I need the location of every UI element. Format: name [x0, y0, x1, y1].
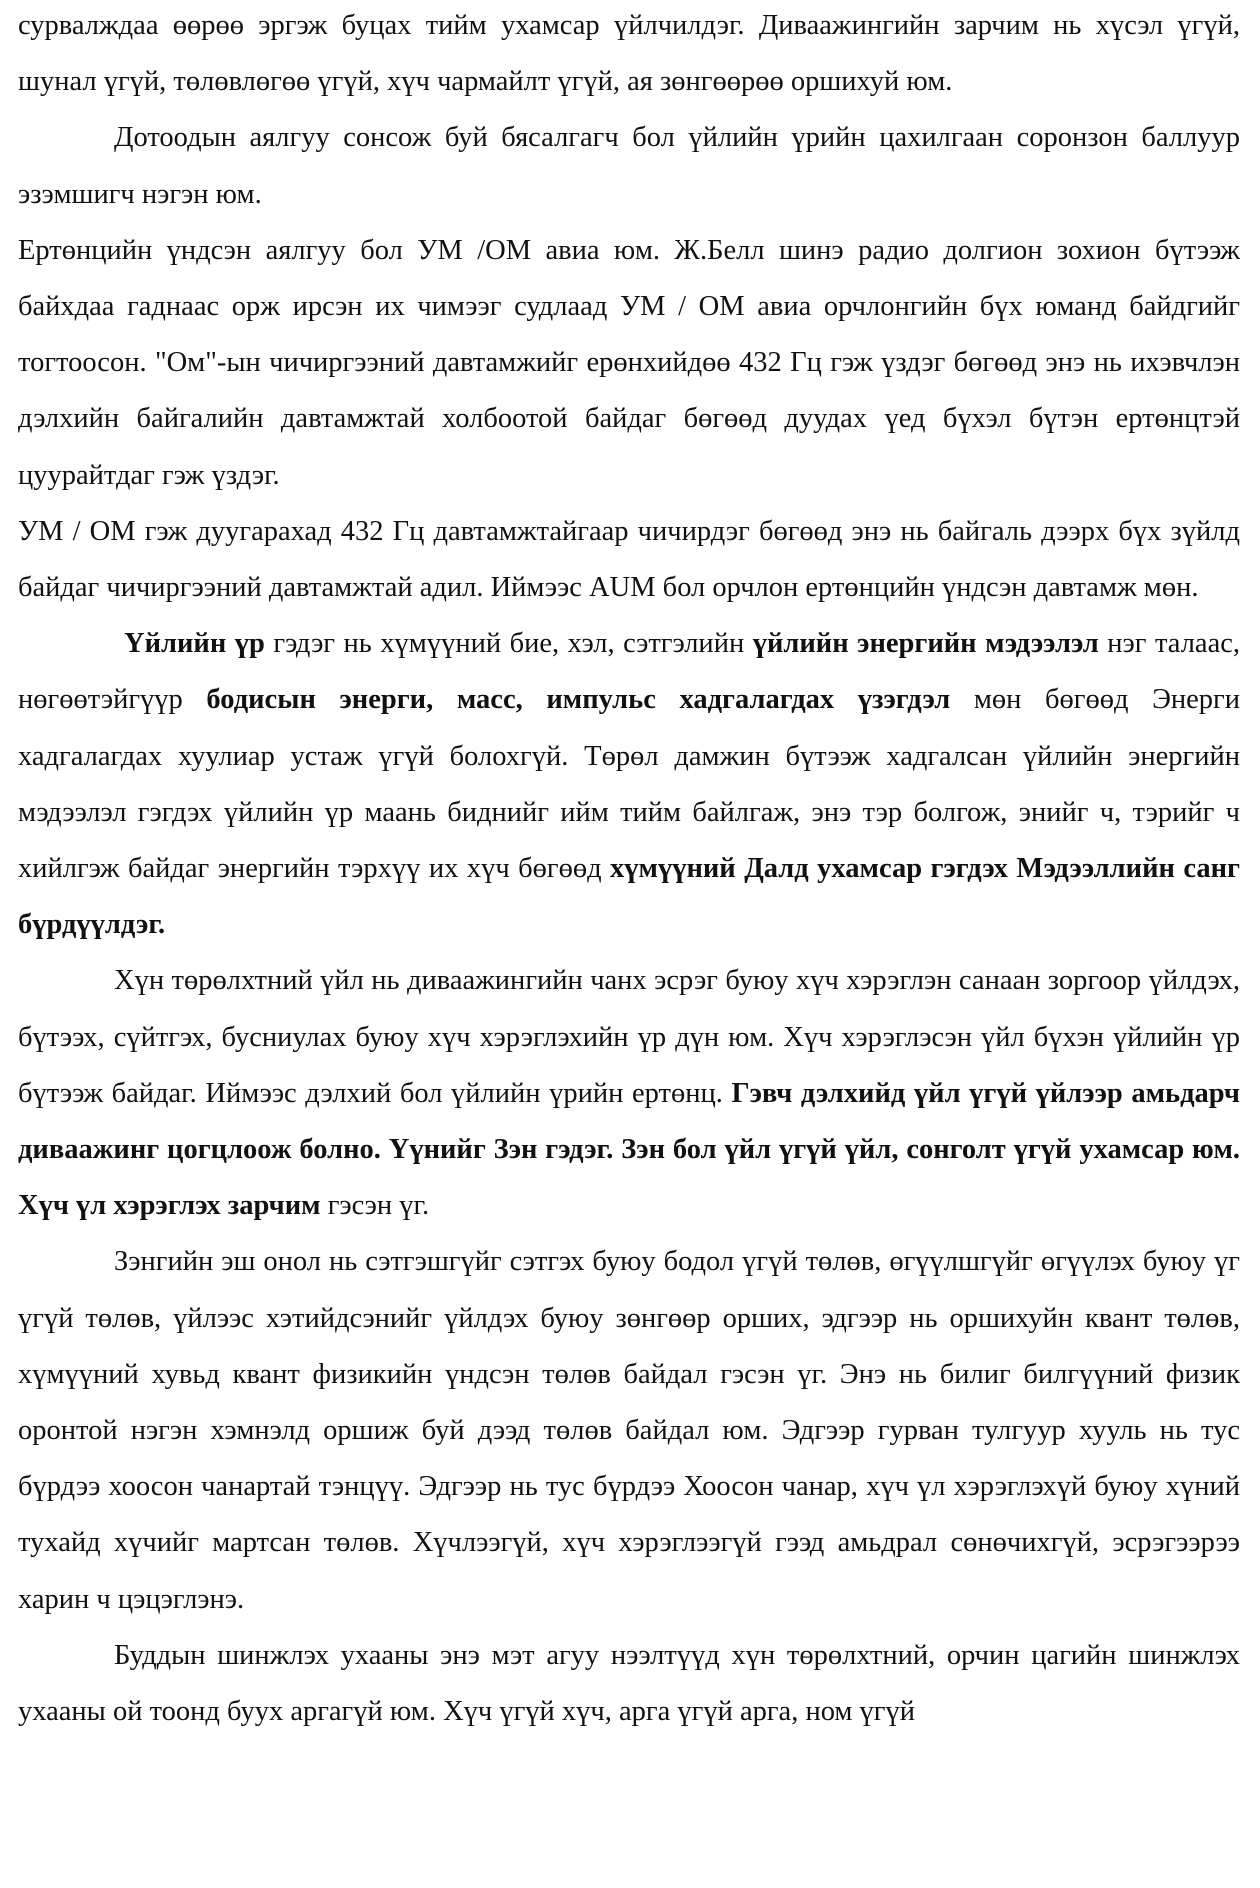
paragraph-3 — [18, 223, 1240, 504]
paragraph-6 — [18, 953, 1240, 1234]
bold-text-run: хүмүүний Далд ухамсар гэгдэх Мэдээллийн санг бүрдүүлдэг. — [18, 853, 1240, 941]
text-run: мөн бөгөөд Энерги хадгалагдах хуулиар устаж үгүй болохгүй. Төрөл дамжин бүтээж хадгалсан үйлийн энергийн мэдээлэл гэгдэх үйлийн үр маань биднийг ийм тийм байлгаж, энэ тэр болгож, энийг ч, тэрийг ч хийлгэж байдаг энергийн тэрхүү их хүч бөгөөд — [18, 684, 1240, 885]
paragraph-5 — [18, 616, 1240, 953]
text-run: Зэнгийн эш онол нь сэтгэшгүйг сэтгэх буюу бодол үгүй төлөв, өгүүлшгүйг өгүүлэх буюу үг үгүй төлөв, үйлээс хэтийдсэнийг үйлдэх буюу зөнгөөр оршиx, эдгээр нь оршихуйн квант төлөв, хүмүүний хувьд квант физикийн үндсэн төлөв байдал гэсэн үг. Энэ нь билиг билгүүний физик оронтой нэгэн хэмнэлд оршиж буй дээд төлөв байдал юм. Эдгээр гурван тулгуур хууль нь тус бүрдээ хоосон чанартай тэнцүү. Эдгээр нь тус бүрдээ Хоосон чанар, хүч үл хэрэглэхүй буюу хүний тухайд хүчийг мартсан төлөв. Хүчлээгүй, хүч хэрэглээгүй гээд амьдрал сөнөчихгүй, эсрэгээрээ харин ч цэцэглэнэ. — [18, 1246, 1240, 1615]
paragraph-4 — [18, 504, 1240, 616]
text-run: нэг талаас, нөгөөтэйгүүр — [18, 628, 1240, 716]
bold-text-run: үйлийн энергийн мэдээлэл — [752, 628, 1099, 660]
text-run: гэдэг нь хүмүүний бие, хэл, сэтгэлийн — [264, 628, 753, 660]
paragraph-1 — [18, 0, 1240, 110]
bold-text-run: Үйлийн үр — [124, 628, 265, 660]
paragraph-7 — [18, 1234, 1240, 1627]
text-run: гэсэн үг. — [320, 1190, 430, 1222]
text-run: Ертөнцийн үндсэн аялгуу бол УМ /ОМ авиа юм. Ж.Белл шинэ радио долгион зохион бүтээж байхдаа гаднаас орж ирсэн их чимээг судлаад УМ / ОМ авиа орчлонгийн бүх юманд байдгийг тогтоосон. "Ом"-ын чичиргээний давтамжийг ерөнхийдөө 432 Гц гэж үздэг бөгөөд энэ нь ихэвчлэн дэлхийн байгалийн давтамжтай холбоотой байдаг бөгөөд дуудах үед бүхэл бүтэн ертөнцтэй цуурайтдаг гэж үздэг. — [18, 234, 1240, 491]
text-run: сурвалждаа өөрөө эргэж буцах тийм ухамсар үйлчилдэг. Диваажингийн зарчим нь хүсэл үгүй, шунал үгүй, төлөвлөгөө үгүй, хүч чармайлт үгүй, ая зөнгөөрөө оршихуй юм. — [18, 10, 1240, 98]
text-run: Дотоодын аялгуу сонсож буй бясалгагч бол үйлийн үрийн цахилгаан соронзон баллуур эзэмшигч нэгэн юм. — [18, 122, 1240, 210]
bold-text-run: Гэвч дэлхийд үйл үгүй үйлээр амьдарч диваажинг цогцлоож болно. Үүнийг Зэн гэдэг. Зэн бол үйл үгүй үйл, сонголт үгүй ухамсар юм. Хүч үл хэрэглэх зарчим — [18, 1077, 1240, 1222]
paragraph-8 — [18, 1628, 1240, 1740]
document-page — [18, 0, 1240, 1740]
paragraph-2 — [18, 110, 1240, 222]
text-run: Хүн төрөлхтний үйл нь диваажингийн чанх эсрэг буюу хүч хэрэглэн санаан зоргоор үйлдэх, бүтээх, сүйтгэх, бусниулах буюу хүч хэрэглэхийн үр дүн юм. Хүч хэрэглэсэн үйл бүхэн үйлийн үр бүтээж байдаг. Иймээс дэлхий бол үйлийн үрийн ертөнц. — [18, 965, 1240, 1109]
text-run: УМ / ОМ гэж дуугарахад 432 Гц давтамжтайгаар чичирдэг бөгөөд энэ нь байгаль дээрх бүх зүйлд байдаг чичиргээний давтамжтай адил. Иймээс AUM бол орчлон ертөнцийн үндсэн давтамж мөн. — [18, 515, 1240, 604]
text-run: Буддын шинжлэх ухааны энэ мэт агуу нээлтүүд хүн төрөлхтний, орчин цагийн шинжлэх ухааны ой тоонд буух аргагүй юм. Хүч үгүй хүч, арга үгүй арга, ном үгүй — [18, 1639, 1240, 1728]
bold-text-run: бодисын энерги, масс, импульс хадгалагдах үзэгдэл — [206, 684, 951, 716]
